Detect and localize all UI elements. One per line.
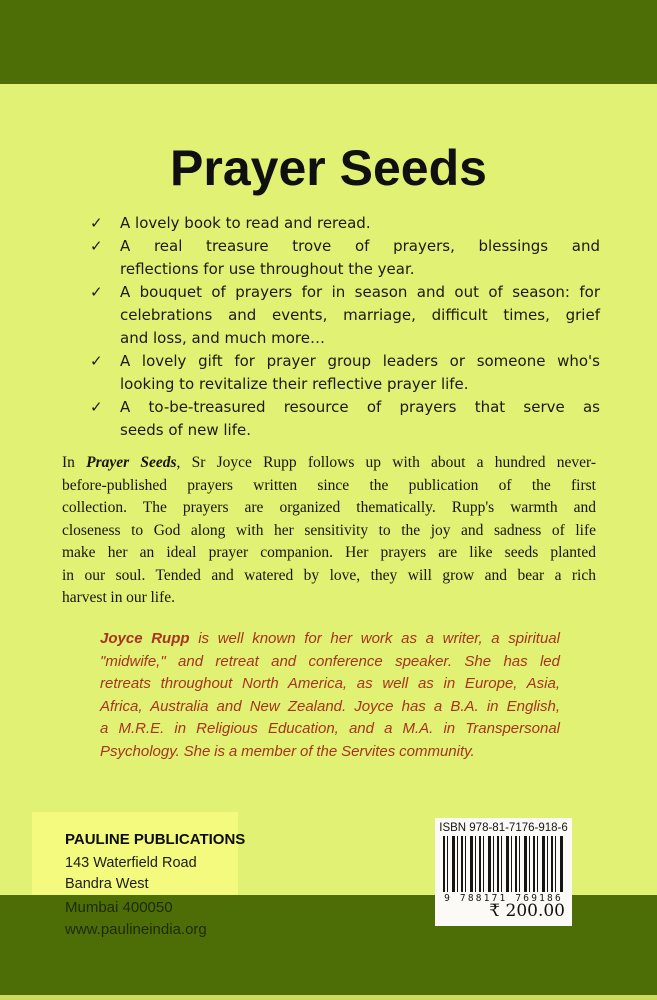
list-item-line: A lovely gift for prayer group leaders or someone who's bbox=[120, 352, 600, 370]
publisher-address2: Bandra West bbox=[65, 876, 149, 892]
checkmark-icon: ✓ bbox=[90, 283, 103, 301]
list-item-line: celebrations and events, marriage, difficult times, grief bbox=[120, 306, 600, 324]
author-bio bbox=[100, 628, 560, 764]
endorsement-list bbox=[62, 212, 600, 442]
publisher-website: www.paulineindia.org bbox=[65, 921, 207, 938]
synopsis-line1-rest: , Sr Joyce Rupp follows up with about a hundred never- bbox=[176, 454, 596, 471]
bio-line1-rest: is well known for her work as a writer, a spiritual bbox=[189, 630, 560, 647]
synopsis-line: make her an ideal prayer companion. Her prayers are like seeds planted bbox=[62, 544, 596, 561]
barcode-digits: 9 788171 769186 bbox=[444, 893, 563, 904]
list-item bbox=[62, 212, 600, 235]
bio-line: "midwife," and retreat and conference speaker. She has led bbox=[100, 652, 560, 670]
book-title-inline: Prayer Seeds bbox=[86, 454, 177, 471]
checkmark-icon: ✓ bbox=[90, 214, 103, 232]
list-item-line: A bouquet of prayers for in season and out of season: for bbox=[120, 283, 600, 301]
list-item-line: seeds of new life. bbox=[120, 421, 251, 439]
checkmark-icon: ✓ bbox=[90, 352, 103, 370]
bottom-edge-strip bbox=[0, 995, 657, 1000]
synopsis-intro: In bbox=[62, 454, 87, 471]
synopsis-line: before-published prayers written since the publication of the first bbox=[62, 476, 596, 494]
list-item-line: looking to revitalize their reflective prayer life. bbox=[120, 375, 469, 393]
publisher-address1: 143 Waterfield Road bbox=[65, 855, 197, 871]
list-item-line: A real treasure trove of prayers, blessings and bbox=[120, 237, 600, 255]
synopsis-line: closeness to God along with her sensitivity to the joy and sadness of life bbox=[62, 521, 596, 539]
barcode-icon bbox=[443, 836, 564, 892]
isbn-label: ISBN 978-81-7176-918-6 bbox=[439, 822, 568, 834]
book-title: Prayer Seeds bbox=[170, 140, 487, 196]
list-item bbox=[62, 396, 600, 442]
publisher-name: PAULINE PUBLICATIONS bbox=[65, 831, 246, 848]
author-name: Joyce Rupp bbox=[100, 630, 190, 647]
barcode-panel bbox=[435, 818, 572, 926]
list-item-line: reflections for use throughout the year. bbox=[120, 260, 415, 278]
synopsis-line: in our soul. Tended and watered by love, they will grow and bear a rich bbox=[62, 566, 596, 584]
list-item-line: A to-be-treasured resource of prayers that serve as bbox=[120, 398, 600, 416]
bio-line: Africa, Australia and New Zealand. Joyce has a B.A. in English, bbox=[100, 697, 560, 715]
list-item bbox=[62, 281, 600, 350]
synopsis-line: harvest in our life. bbox=[62, 589, 176, 606]
checkmark-icon: ✓ bbox=[90, 398, 103, 416]
synopsis-line: collection. The prayers are organized thematically. Rupp's warmth and bbox=[62, 499, 596, 516]
synopsis-line bbox=[62, 452, 596, 475]
bio-line: retreats throughout North America, as well as in Europe, Asia, bbox=[100, 675, 560, 693]
list-item bbox=[62, 350, 600, 396]
list-item-line: A lovely book to read and reread. bbox=[120, 214, 371, 232]
bio-line: Psychology. She is a member of the Servites community. bbox=[100, 742, 475, 760]
publisher-city: Mumbai 400050 bbox=[65, 899, 173, 916]
list-item bbox=[62, 235, 600, 281]
price-label: ₹ 200.00 bbox=[489, 901, 565, 921]
synopsis-paragraph bbox=[62, 452, 596, 610]
top-band bbox=[0, 0, 657, 84]
checkmark-icon: ✓ bbox=[90, 237, 103, 255]
list-item-line: and loss, and much more… bbox=[120, 329, 325, 347]
bio-line: a M.R.E. in Religious Education, and a M.A. in Transpersonal bbox=[100, 720, 560, 738]
bio-line bbox=[100, 628, 560, 651]
